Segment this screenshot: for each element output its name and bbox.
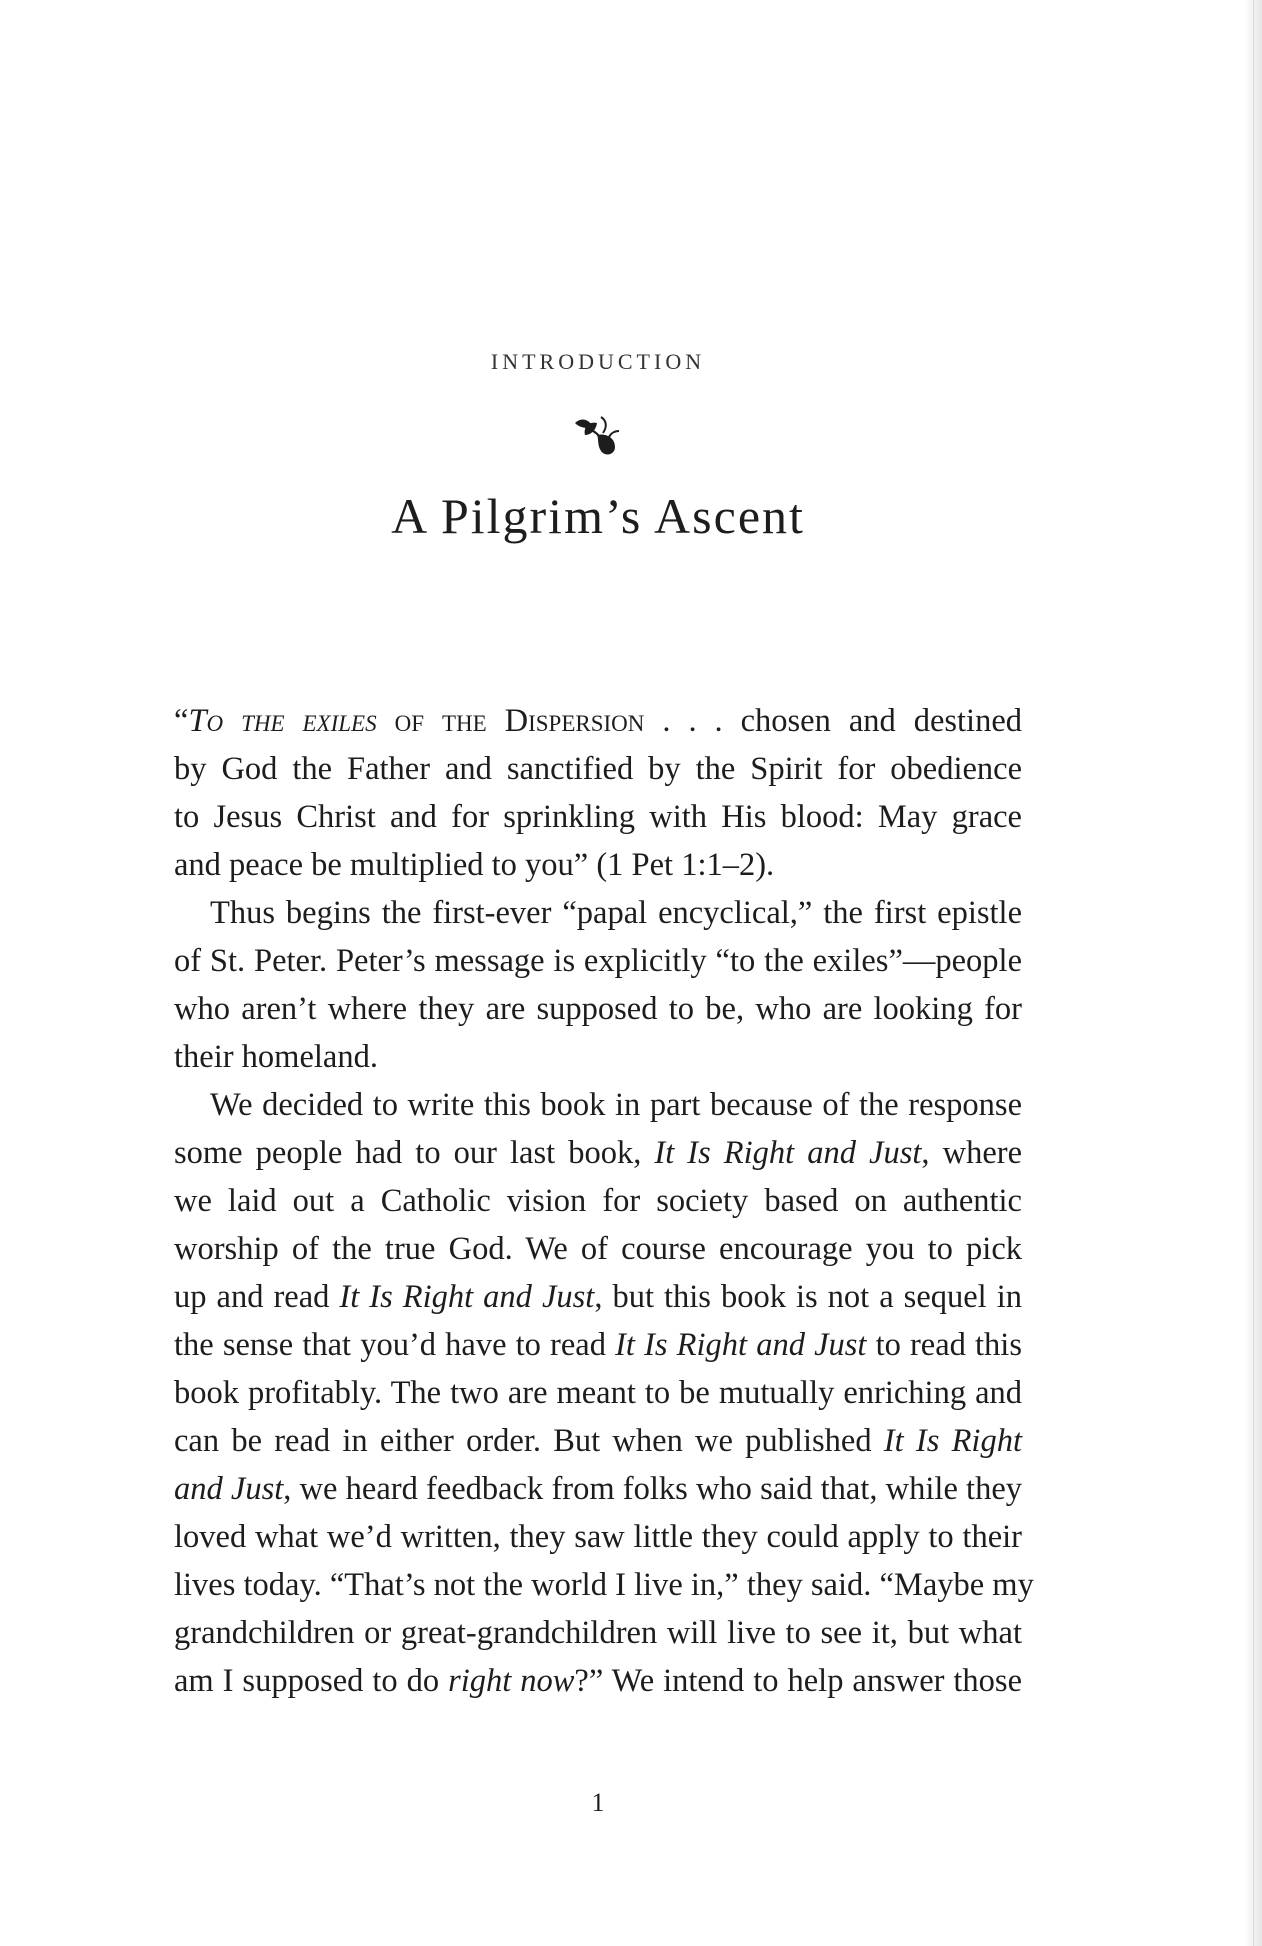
page-number: 1 <box>591 1788 605 1817</box>
text-line: Thus begins the first-ever “papal encyclical,” the first epistle <box>210 895 1022 931</box>
book-title-italic: It Is Right and Just <box>615 1327 867 1363</box>
book-title-italic: It Is Right <box>883 1423 1022 1459</box>
book-title-italic: It Is Right and Just <box>339 1279 595 1315</box>
text-line: up and read It Is Right and Just, but this book is not a sequel in <box>174 1279 1022 1315</box>
book-title-italic: and Just <box>174 1471 284 1507</box>
text-line: can be read in either order. But when we published It Is Right <box>174 1423 1022 1459</box>
text-line: who aren’t where they are supposed to be, who are looking for <box>174 991 1022 1027</box>
body-text <box>174 697 1034 1705</box>
text-line: lives today. “That’s not the world I live in,” they said. “Maybe my <box>174 1567 1034 1603</box>
text-line: some people had to our last book, It Is Right and Just, where <box>174 1135 1022 1171</box>
text-line: by God the Father and sanctified by the Spirit for obedience <box>174 751 1022 787</box>
text-line: book profitably. The two are meant to be mutually enriching and <box>174 1375 1022 1411</box>
text-line: We decided to write this book in part because of the response <box>210 1087 1022 1123</box>
text-line: we laid out a Catholic vision for society based on authentic <box>174 1183 1022 1219</box>
text-line: and peace be multiplied to you” (1 Pet 1:1–2). <box>174 847 775 883</box>
text-line: the sense that you’d have to read It Is Right and Just to read this <box>174 1327 1022 1363</box>
book-title-italic: It Is Right and Just <box>654 1135 922 1171</box>
floral-leaf-ornament-icon <box>571 413 623 459</box>
text-line: am I supposed to do right now?” We intend to help answer those <box>174 1663 1023 1699</box>
emphasis-italic: right now <box>448 1663 575 1699</box>
chapter-title: A Pilgrim’s Ascent <box>391 488 805 544</box>
section-kicker: INTRODUCTION <box>490 349 706 374</box>
text-line: to Jesus Christ and for sprinkling with His blood: May grace <box>174 799 1022 835</box>
text-line: of St. Peter. Peter’s message is explicitly “to the exiles”—people <box>174 943 1022 979</box>
text-line: their homeland. <box>174 1039 378 1075</box>
page-edge-line <box>1253 0 1254 1946</box>
text-line: “To the exiles of the Dispersion . . . chosen and destined <box>174 703 1023 739</box>
text-line: and Just, we heard feedback from folks who said that, while they <box>174 1471 1022 1507</box>
small-caps-phrase: of the Dispersion <box>394 703 645 739</box>
text-line: worship of the true God. We of course encourage you to pick <box>174 1231 1022 1267</box>
text-line: grandchildren or great-grandchildren will live to see it, but what <box>174 1615 1022 1651</box>
small-caps-italic-phrase: To the exiles <box>188 703 377 739</box>
text-line: loved what we’d written, they saw little they could apply to their <box>174 1519 1022 1555</box>
